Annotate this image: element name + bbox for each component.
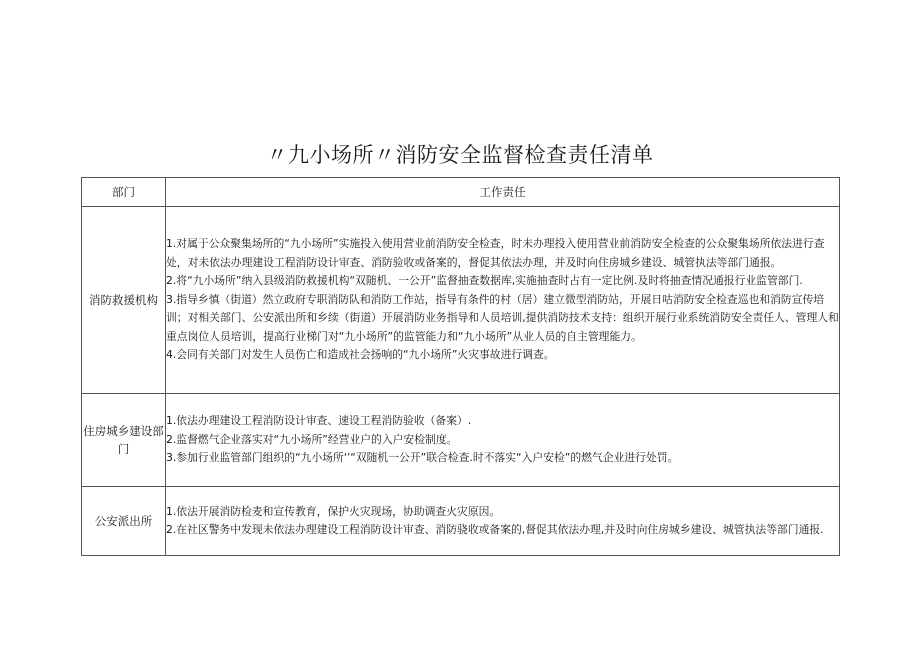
responsibility-table bbox=[81, 177, 840, 556]
duty-item: 4.会同有关部门对发生人员伤亡和造成社会扬响的“九小场所”火灾事故进行调查。 bbox=[166, 348, 555, 362]
duty-item: 1.依法办理建设工程消防设计审查、速设工程消防验收（备案）. bbox=[166, 414, 472, 428]
duty-item: 2.在社区警务中发现未依法办理建设工程消防设计审查、消防骁收或备案的,督促其依法办理,并及时向住房城乡建设、城管执法等部门通报. bbox=[166, 523, 824, 536]
header-responsibility: 工作责任 bbox=[166, 178, 840, 207]
duty-item: 3.指导乡慎（街道）然立政府专职消防队和消防工作站，指导有条件的村（居）建立微型消防站，开展日咕消防安全检查巡也和消防宣传培训；对相关部门、公安派出所和乡续（街道）开展消防业务指导和人员培训,提供消防技术支持：组织开展行业系统消防安全责任人、管理人和重点岗位人员培训，提高行业梯门对“九小场所”的监管能力和“九小场所”从业人员的自主管理能力。 bbox=[166, 292, 839, 343]
duty-item: 1.对属于公众聚集场所的“九小场所”实施投入使用营业前消防安全检查，时未办理投入使用营业前消防安全检查的公众聚集场所依法进行查处，对未依法办理建设工程消防设计审查、消防验收或备案的，督促其依法办理，并及时向住房城乡建设、城管执法等部门通报。 bbox=[166, 237, 825, 269]
department-cell: 消防救援机构 bbox=[82, 207, 166, 394]
table-row bbox=[82, 487, 840, 556]
duties-cell bbox=[166, 487, 840, 556]
duties-cell bbox=[166, 394, 840, 487]
table-row bbox=[82, 207, 840, 394]
duty-item: 3.参加行业监管部门组织的“九小场所'’“双随机一公开”联合检查.时不落实“入户安检”的燃气企业进行处罚。 bbox=[166, 451, 679, 465]
department-cell: 住房城乡建设部门 bbox=[82, 394, 166, 487]
duties-cell bbox=[166, 207, 840, 394]
table-header-row bbox=[82, 178, 840, 207]
table-row bbox=[82, 394, 840, 487]
header-department: 部门 bbox=[82, 178, 166, 207]
document-title: 〃九小场所〃消防安全监督检查责任清单 bbox=[266, 143, 654, 167]
duty-item: 2.将“九小场所”纳入县级消防救援机构“双随机、一公开”监督抽查数据库,实施抽查时占有一定比例.及时将抽查情况通报行业监管部门. bbox=[166, 274, 803, 288]
duty-item: 1.依法开展消防检麦和宣传教育，保护火灾现场，协助调查火灾原因。 bbox=[166, 504, 501, 518]
department-cell: 公安派出所 bbox=[82, 487, 166, 556]
duty-item: 2.监督燃气企业落实对“九小场所”经营业户的入户安检制度。 bbox=[166, 432, 458, 446]
